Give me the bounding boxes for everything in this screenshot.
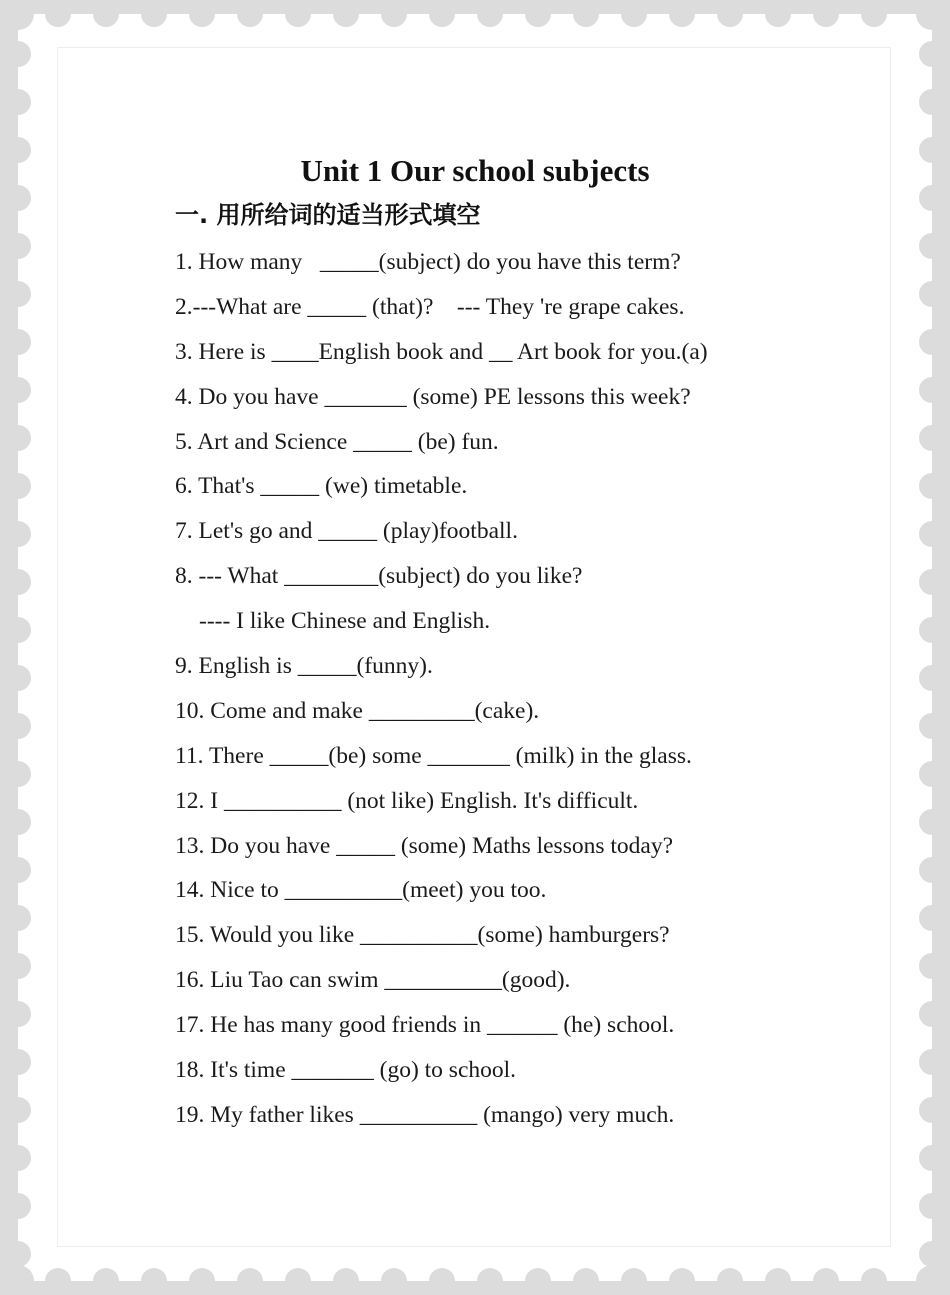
section-heading: 一. 用所给词的适当形式填空 — [175, 201, 481, 229]
worksheet-title: Unit 1 Our school subjects — [300, 153, 650, 188]
question-item: 6. That's _____ (we) timetable. — [175, 473, 468, 500]
question-item: 4. Do you have _______ (some) PE lessons this week? — [175, 383, 691, 410]
question-item: 1. How many _____(subject) do you have this term? — [175, 249, 681, 275]
question-item: 15. Would you like __________(some) hamburgers? — [175, 922, 670, 949]
question-answer-line: ---- I like Chinese and English. — [199, 608, 491, 635]
question-item: 2.---What are _____ (that)? --- They 're grape cakes. — [175, 293, 685, 320]
question-item: 11. There _____(be) some _______ (milk) in the glass. — [175, 742, 692, 769]
question-item: 8. --- What ________(subject) do you like? — [175, 563, 583, 590]
question-item: 19. My father likes __________ (mango) very much. — [175, 1101, 675, 1128]
question-list — [175, 240, 708, 1138]
question-item: 5. Art and Science _____ (be) fun. — [175, 428, 499, 455]
question-item: 3. Here is ____English book and __ Art book for you.(a) — [175, 338, 708, 365]
question-item: 12. I __________ (not like) English. It's difficult. — [175, 787, 639, 814]
question-item: 13. Do you have _____ (some) Maths lessons today? — [175, 832, 673, 859]
question-item: 18. It's time _______ (go) to school. — [175, 1057, 517, 1084]
question-item: 16. Liu Tao can swim __________(good). — [175, 967, 571, 994]
question-item: 7. Let's go and _____ (play)football. — [175, 518, 518, 545]
question-item: 10. Come and make _________(cake). — [175, 697, 540, 724]
question-item: 17. He has many good friends in ______ (he) school. — [175, 1012, 675, 1039]
question-item: 14. Nice to __________(meet) you too. — [175, 877, 547, 904]
question-item: 9. English is _____(funny). — [175, 653, 433, 680]
